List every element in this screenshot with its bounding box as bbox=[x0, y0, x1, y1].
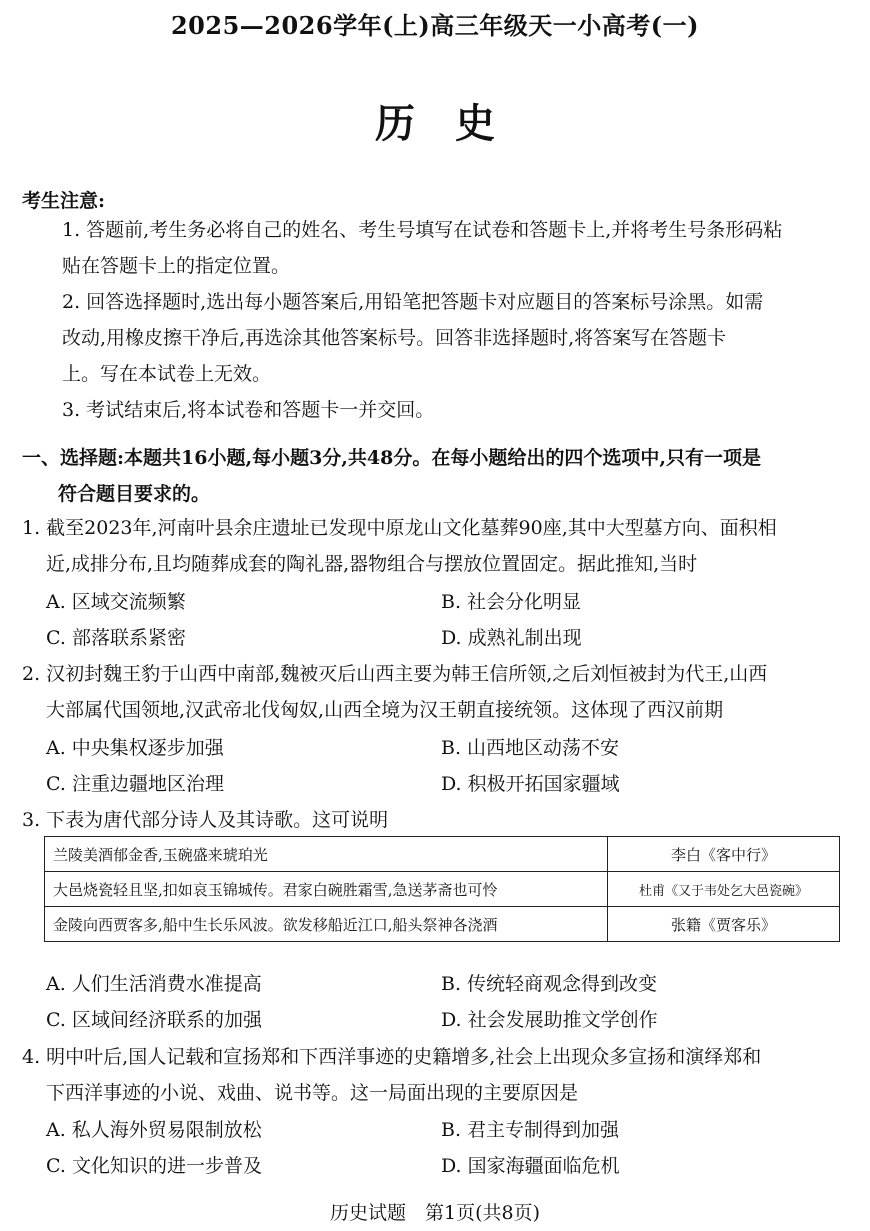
table-row bbox=[45, 837, 840, 872]
question-3-stem bbox=[22, 802, 842, 838]
notice-list bbox=[62, 212, 842, 428]
question-stem-line: 下西洋事迹的小说、戏曲、说书等。这一局面出现的主要原因是 bbox=[46, 1082, 579, 1104]
author-cell: 张籍《贾客乐》 bbox=[608, 907, 840, 942]
option-b[interactable]: B. 君主专制得到加强 bbox=[441, 1119, 620, 1141]
question-stem-line: 2. 汉初封魏王豹于山西中南部,魏被灭后山西主要为韩王信所领,之后刘恒被封为代王,山西 bbox=[22, 663, 768, 685]
question-stem-line: 大部属代国领地,汉武帝北伐匈奴,山西全境为汉王朝直接统领。这体现了西汉前期 bbox=[46, 699, 724, 721]
option-a[interactable]: A. 中央集权逐步加强 bbox=[46, 737, 224, 759]
option-c[interactable]: C. 注重边疆地区治理 bbox=[46, 773, 224, 795]
notice-line: 改动,用橡皮擦干净后,再选涂其他答案标号。回答非选择题时,将答案写在答题卡 bbox=[62, 327, 727, 349]
option-c[interactable]: C. 区域间经济联系的加强 bbox=[46, 1009, 262, 1031]
option-d[interactable]: D. 成熟礼制出现 bbox=[441, 627, 582, 649]
option-b[interactable]: B. 传统轻商观念得到改变 bbox=[441, 973, 658, 995]
notice-line: 3. 考试结束后,将本试卷和答题卡一并交回。 bbox=[62, 399, 435, 421]
author-cell: 杜甫《又于韦处乞大邑瓷碗》 bbox=[608, 872, 840, 907]
notice-line: 上。写在本试卷上无效。 bbox=[62, 363, 272, 385]
option-d[interactable]: D. 社会发展助推文学创作 bbox=[441, 1009, 658, 1031]
option-c[interactable]: C. 部落联系紧密 bbox=[46, 627, 186, 649]
option-c[interactable]: C. 文化知识的进一步普及 bbox=[46, 1155, 262, 1177]
section-line: 一、选择题:本题共16小题,每小题3分,共48分。在每小题给出的四个选项中,只有一项是 bbox=[22, 447, 761, 469]
section-heading bbox=[22, 440, 842, 512]
question-stem-line: 4. 明中叶后,国人记载和宣扬郑和下西洋事迹的史籍增多,社会上出现众多宣扬和演绎郑和 bbox=[22, 1046, 762, 1068]
page-footer: 历史试题 第1页(共8页) bbox=[329, 1202, 540, 1224]
question-1-stem bbox=[22, 510, 842, 582]
option-a[interactable]: A. 私人海外贸易限制放松 bbox=[46, 1119, 262, 1141]
question-stem-line: 近,成排分布,且均随葬成套的陶礼器,器物组合与摆放位置固定。据此推知,当时 bbox=[46, 553, 698, 575]
option-b[interactable]: B. 社会分化明显 bbox=[441, 591, 582, 613]
question-stem-line: 1. 截至2023年,河南叶县余庄遗址已发现中原龙山文化墓葬90座,其中大型墓方向、面积相 bbox=[22, 517, 777, 539]
question-3-options bbox=[46, 966, 836, 1038]
question-2-options bbox=[46, 730, 836, 802]
table-row bbox=[45, 872, 840, 907]
notice-item bbox=[62, 212, 842, 284]
subject-title: 历史 bbox=[375, 100, 535, 147]
question-1-options bbox=[46, 584, 836, 656]
question-4-stem bbox=[22, 1039, 842, 1111]
question-2-stem bbox=[22, 656, 842, 728]
poem-cell: 金陵向西贾客多,船中生长乐风波。欲发移船近江口,船头祭神各浇酒 bbox=[45, 907, 608, 942]
table-row bbox=[45, 907, 840, 942]
poem-cell: 大邑烧瓷轻且坚,扣如哀玉锦城传。君家白碗胜霜雪,急送茅斋也可怜 bbox=[45, 872, 608, 907]
notice-heading: 考生注意: bbox=[22, 190, 106, 212]
notice-line: 贴在答题卡上的指定位置。 bbox=[62, 255, 291, 277]
option-d[interactable]: D. 国家海疆面临危机 bbox=[441, 1155, 620, 1177]
poem-cell: 兰陵美酒郁金香,玉碗盛来琥珀光 bbox=[45, 837, 608, 872]
notice-item bbox=[62, 284, 842, 392]
option-d[interactable]: D. 积极开拓国家疆域 bbox=[441, 773, 620, 795]
notice-line: 2. 回答选择题时,选出每小题答案后,用铅笔把答题卡对应题目的答案标号涂黑。如需 bbox=[62, 291, 764, 313]
option-a[interactable]: A. 区域交流频繁 bbox=[46, 591, 186, 613]
poem-table bbox=[44, 836, 840, 942]
question-stem-line: 3. 下表为唐代部分诗人及其诗歌。这可说明 bbox=[22, 809, 389, 831]
question-4-options bbox=[46, 1112, 836, 1184]
notice-line: 1. 答题前,考生务必将自己的姓名、考生号填写在试卷和答题卡上,并将考生号条形码粘 bbox=[62, 219, 783, 241]
option-a[interactable]: A. 人们生活消费水准提高 bbox=[46, 973, 262, 995]
author-cell: 李白《客中行》 bbox=[608, 837, 840, 872]
option-b[interactable]: B. 山西地区动荡不安 bbox=[441, 737, 620, 759]
section-line: 符合题目要求的。 bbox=[58, 483, 211, 505]
notice-item bbox=[62, 392, 842, 428]
exam-title: 2025—2026学年(上)高三年级天一小高考(一) bbox=[170, 11, 699, 40]
